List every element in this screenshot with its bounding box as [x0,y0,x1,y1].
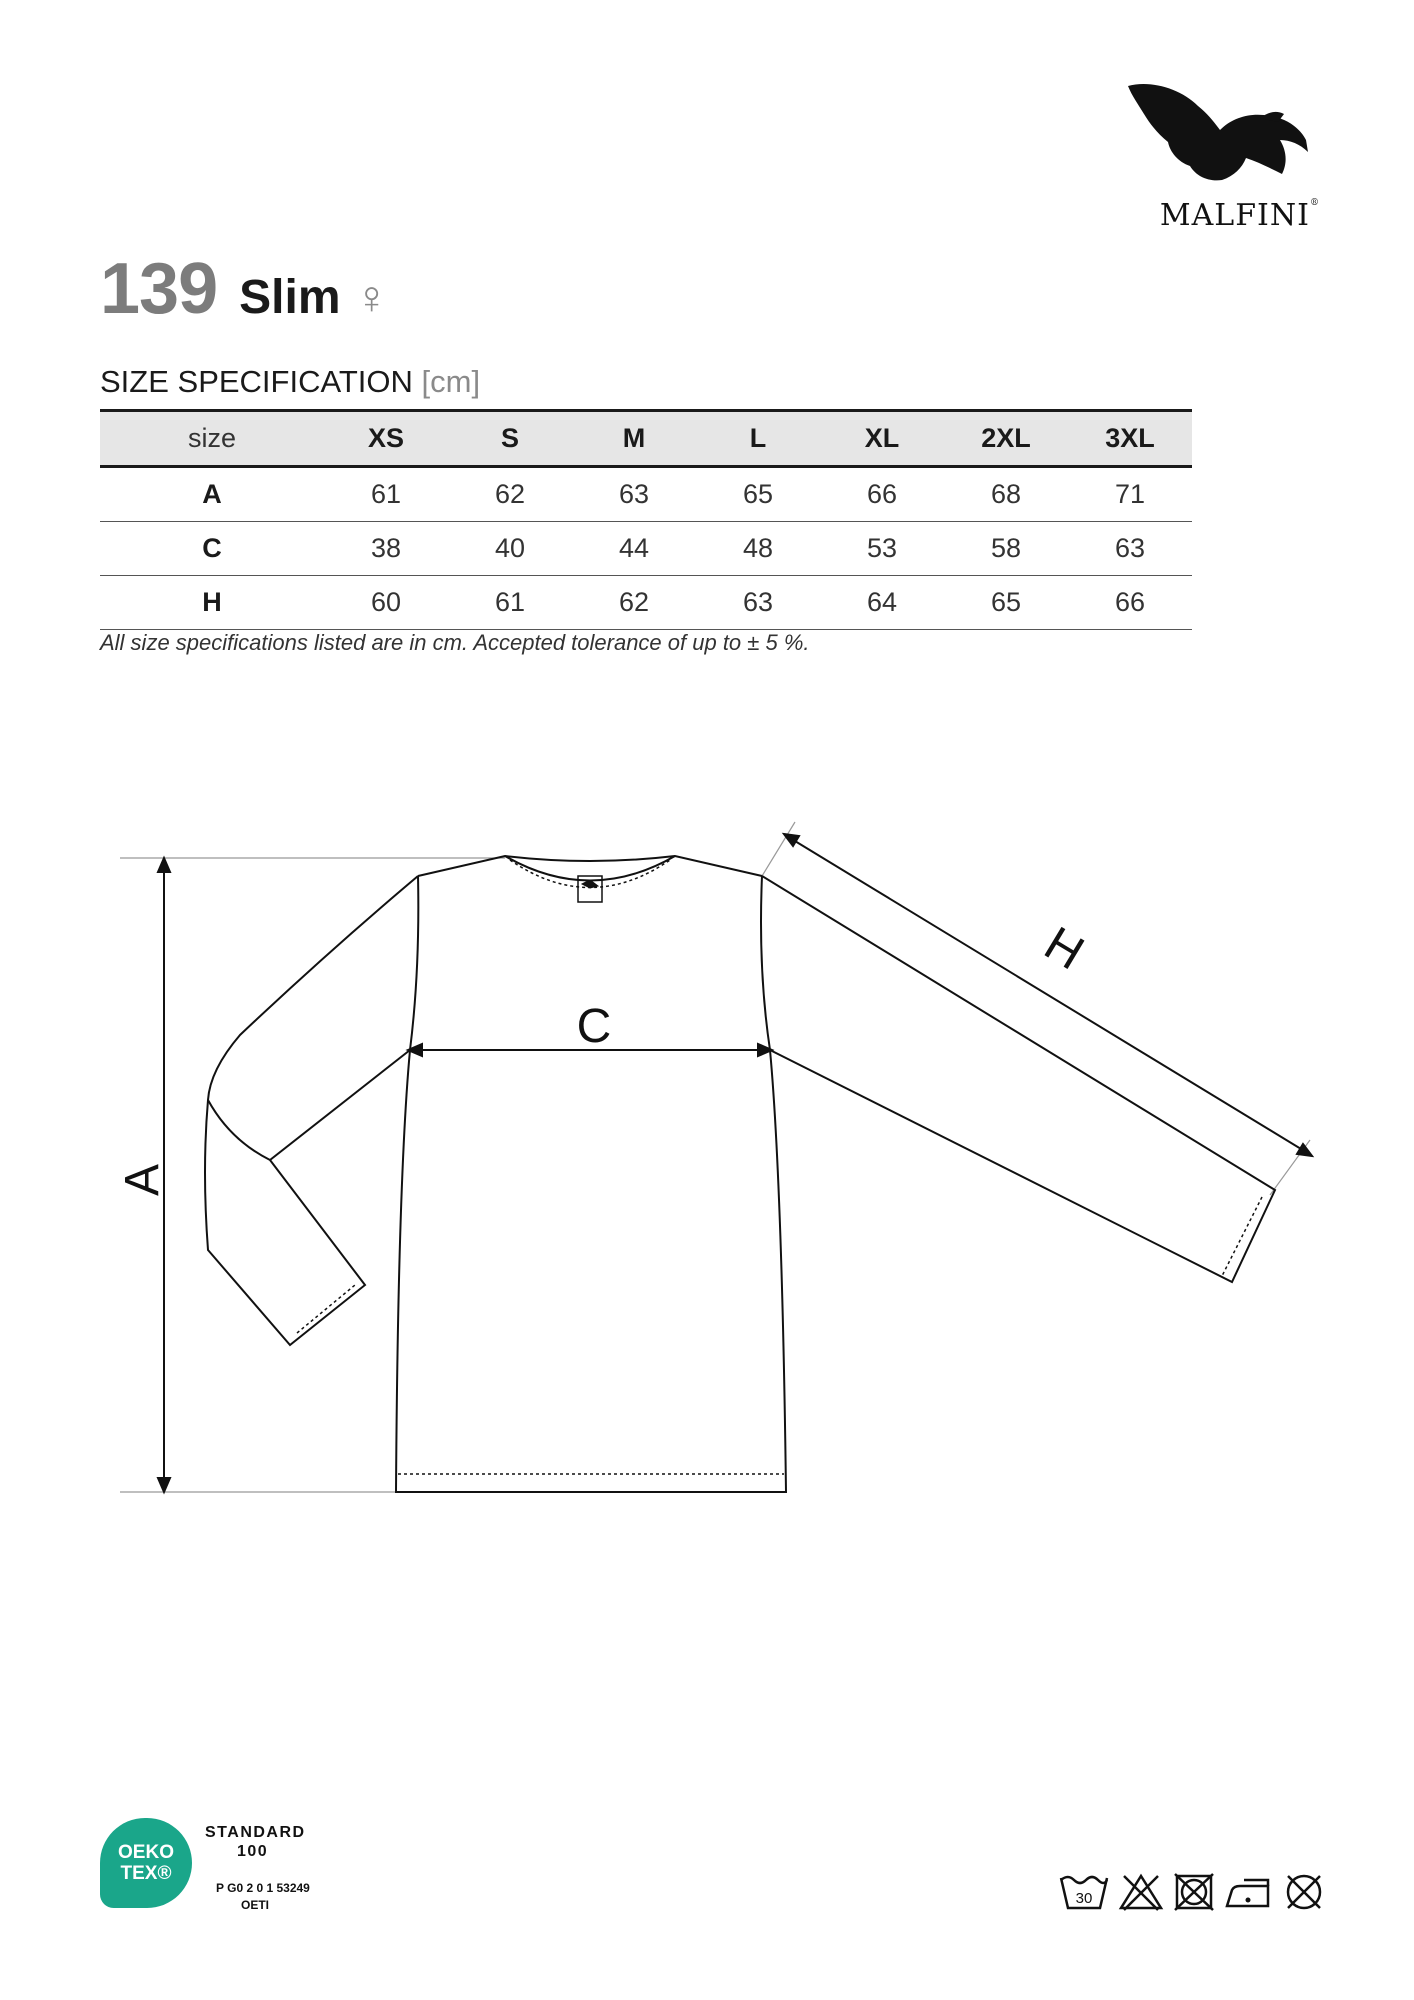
table-cell: 68 [944,467,1068,522]
tolerance-note: All size specifications listed are in cm. Accepted tolerance of up to ± 5 %. [100,630,810,655]
svg-text:30: 30 [1075,1890,1093,1907]
product-name: Slim [239,271,341,324]
dimension-h [784,834,1312,1156]
brand-name: MALFINI® [1159,198,1320,233]
header-size: M [572,411,696,467]
table-cell: 44 [572,522,696,576]
no-dry-clean-icon [1282,1872,1326,1912]
table-cell: 71 [1068,467,1192,522]
eagle-icon [1110,78,1320,188]
table-cell: 60 [324,576,448,630]
table-cell: 62 [572,576,696,630]
no-tumble-dry-icon [1172,1872,1216,1912]
header-size: XL [820,411,944,467]
care-symbols [1058,1868,1326,1916]
row-label: C [100,522,324,576]
header-size: L [696,411,820,467]
table-cell: 66 [1068,576,1192,630]
row-label: H [100,576,324,630]
table-row [100,467,1192,522]
table-cell: 65 [944,576,1068,630]
product-code: 139 [100,249,218,329]
section-title: SIZE SPECIFICATION [cm] [100,364,481,399]
unit-label: [cm] [421,364,481,399]
product-heading [100,248,389,328]
table-cell: 64 [820,576,944,630]
table-cell: 65 [696,467,820,522]
wash-30-icon [1058,1872,1110,1912]
dimension-label-c: C [576,1000,612,1053]
table-cell: 48 [696,522,820,576]
header-size: 2XL [944,411,1068,467]
table-cell: 63 [1068,522,1192,576]
header-size-label: size [100,411,324,467]
long-sleeve-tshirt-icon [120,822,1310,1492]
table-cell: 66 [820,467,944,522]
oeko-certificate: P G0 2 0 1 53249 OETI [216,1881,310,1912]
table-cell: 38 [324,522,448,576]
table-cell: 63 [572,467,696,522]
table-cell: 40 [448,522,572,576]
oeko-standard: STANDARD 100 [205,1824,306,1860]
table-cell: 63 [696,576,820,630]
table-row [100,576,1192,630]
no-bleach-icon [1118,1872,1164,1912]
table-cell: 53 [820,522,944,576]
garment-diagram [0,780,1414,1540]
row-label: A [100,467,324,522]
header-size: 3XL [1068,411,1192,467]
dimension-label-a: A [116,1163,169,1197]
header-size: S [448,411,572,467]
table-cell: 61 [448,576,572,630]
table-cell: 62 [448,467,572,522]
size-table [100,409,1192,630]
oeko-tex-logo: OEKO TEX® [100,1818,192,1908]
dimension-label-h: H [1035,917,1093,981]
table-row [100,522,1192,576]
female-icon: ♀ [354,271,390,323]
iron-low-icon [1224,1872,1274,1912]
table-header-row [100,411,1192,467]
table-cell: 58 [944,522,1068,576]
brand-logo [1110,78,1320,238]
table-cell: 61 [324,467,448,522]
header-size: XS [324,411,448,467]
